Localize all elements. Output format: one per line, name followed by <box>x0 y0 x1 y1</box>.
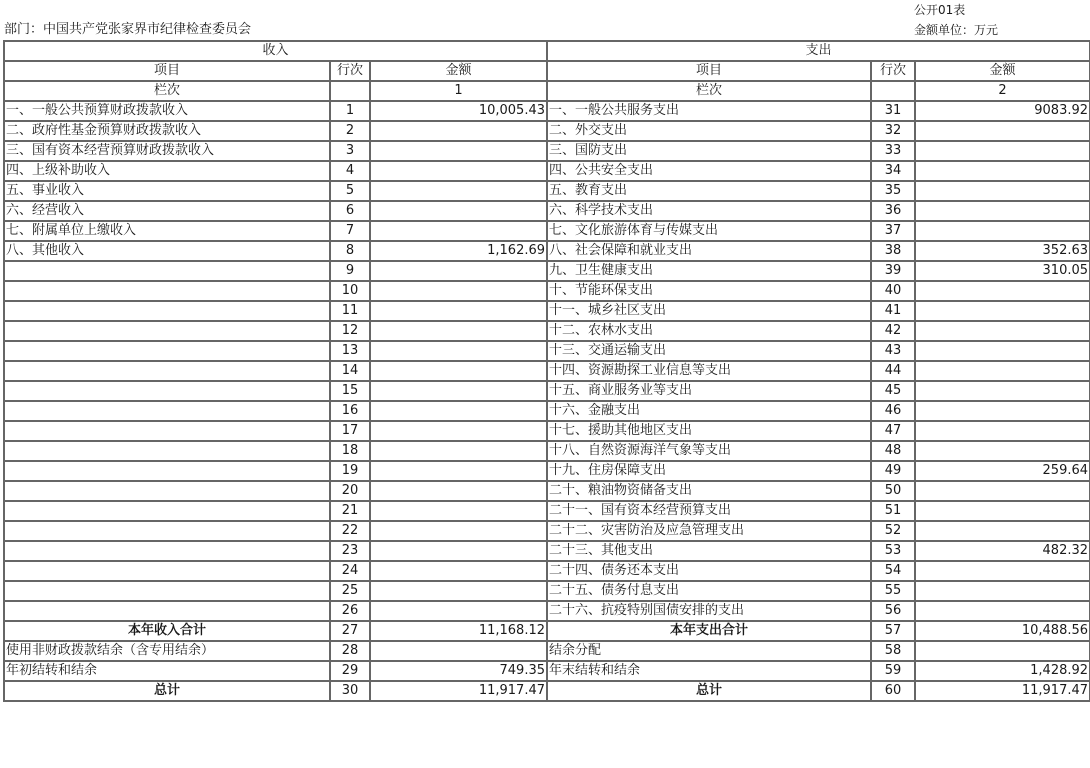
income-row-no-cell: 11 <box>330 301 370 321</box>
expense-row-no-cell: 51 <box>871 501 915 521</box>
income-expense-table <box>3 40 1090 702</box>
table-row <box>4 541 1090 561</box>
expense-amount-cell <box>915 341 1090 361</box>
total-row <box>4 681 1090 701</box>
income-amount-cell <box>370 321 547 341</box>
expense-amount-cell <box>915 401 1090 421</box>
table-row <box>4 641 1090 661</box>
expense-col-number: 2 <box>915 81 1090 101</box>
income-amount-cell <box>370 301 547 321</box>
expense-amount-cell <box>915 301 1090 321</box>
income-row-no-cell: 24 <box>330 561 370 581</box>
expense-item-cell: 八、社会保障和就业支出 <box>547 241 871 261</box>
table-row <box>4 221 1090 241</box>
expense-item-cell: 十、节能环保支出 <box>547 281 871 301</box>
income-row-no-cell: 25 <box>330 581 370 601</box>
expense-amount-cell <box>915 121 1090 141</box>
income-amount-cell <box>370 481 547 501</box>
expense-row-no-cell: 58 <box>871 641 915 661</box>
expense-amount-cell <box>915 221 1090 241</box>
amount-unit: 金额单位：万元 <box>914 23 999 37</box>
income-item-cell: 一、一般公共预算财政拨款收入 <box>4 101 330 121</box>
income-item-header: 项目 <box>4 61 330 81</box>
income-row-no-cell: 9 <box>330 261 370 281</box>
expense-item-cell: 总计 <box>547 681 871 701</box>
income-row-no-cell: 4 <box>330 161 370 181</box>
income-item-cell: 四、上级补助收入 <box>4 161 330 181</box>
expense-item-cell: 二十一、国有资本经营预算支出 <box>547 501 871 521</box>
income-amount-cell <box>370 421 547 441</box>
income-item-cell <box>4 261 330 281</box>
expense-amount-cell <box>915 321 1090 341</box>
income-item-cell <box>4 501 330 521</box>
expense-item-cell: 十二、农林水支出 <box>547 321 871 341</box>
expense-row-no-cell: 42 <box>871 321 915 341</box>
column-header-row <box>4 61 1090 81</box>
expense-lanci-empty <box>871 81 915 101</box>
income-row-no-cell: 20 <box>330 481 370 501</box>
income-row-no-cell: 16 <box>330 401 370 421</box>
income-item-cell: 二、政府性基金预算财政拨款收入 <box>4 121 330 141</box>
income-amount-cell <box>370 401 547 421</box>
expense-row-no-cell: 48 <box>871 441 915 461</box>
income-item-cell <box>4 401 330 421</box>
expense-row-no-cell: 54 <box>871 561 915 581</box>
expense-row-no-cell: 53 <box>871 541 915 561</box>
income-row-no-cell: 8 <box>330 241 370 261</box>
expense-row-no-cell: 56 <box>871 601 915 621</box>
income-amount-cell: 749.35 <box>370 661 547 681</box>
income-item-cell <box>4 341 330 361</box>
expense-amount-cell: 11,917.47 <box>915 681 1090 701</box>
expense-amount-cell: 482.32 <box>915 541 1090 561</box>
table-row <box>4 501 1090 521</box>
expense-row-no-cell: 49 <box>871 461 915 481</box>
expense-item-cell: 十八、自然资源海洋气象等支出 <box>547 441 871 461</box>
expense-row-no-cell: 33 <box>871 141 915 161</box>
expense-item-cell: 二十六、抗疫特别国债安排的支出 <box>547 601 871 621</box>
expense-amount-header: 金额 <box>915 61 1090 81</box>
income-amount-cell <box>370 161 547 181</box>
expense-amount-cell <box>915 161 1090 181</box>
income-item-cell <box>4 441 330 461</box>
expense-item-cell: 二十、粮油物资储备支出 <box>547 481 871 501</box>
expense-amount-cell <box>915 501 1090 521</box>
header-right <box>914 0 998 40</box>
department-label: 部门：中国共产党张家界市纪律检查委员会 <box>4 22 252 37</box>
table-row <box>4 461 1090 481</box>
income-row-no-cell: 17 <box>330 421 370 441</box>
income-row-no-cell: 19 <box>330 461 370 481</box>
expense-lanci-label: 栏次 <box>547 81 871 101</box>
income-item-cell: 七、附属单位上缴收入 <box>4 221 330 241</box>
income-amount-cell <box>370 501 547 521</box>
expense-item-cell: 十三、交通运输支出 <box>547 341 871 361</box>
table-row <box>4 341 1090 361</box>
income-row-no-cell: 27 <box>330 621 370 641</box>
income-item-cell: 使用非财政拨款结余（含专用结余） <box>4 641 330 661</box>
expense-section-title: 支出 <box>547 41 1090 61</box>
income-item-cell <box>4 581 330 601</box>
income-row-no-cell: 28 <box>330 641 370 661</box>
expense-amount-cell <box>915 421 1090 441</box>
income-item-cell <box>4 301 330 321</box>
income-amount-cell: 11,917.47 <box>370 681 547 701</box>
table-row <box>4 321 1090 341</box>
income-amount-cell <box>370 641 547 661</box>
expense-row-no-cell: 59 <box>871 661 915 681</box>
expense-amount-cell <box>915 581 1090 601</box>
income-item-cell <box>4 281 330 301</box>
table-row <box>4 301 1090 321</box>
expense-item-cell: 十九、住房保障支出 <box>547 461 871 481</box>
income-row-no-cell: 5 <box>330 181 370 201</box>
table-row <box>4 161 1090 181</box>
expense-row-no-cell: 55 <box>871 581 915 601</box>
income-lanci-empty <box>330 81 370 101</box>
income-row-no-cell: 18 <box>330 441 370 461</box>
expense-item-cell: 十五、商业服务业等支出 <box>547 381 871 401</box>
income-amount-cell <box>370 601 547 621</box>
income-row-no-cell: 13 <box>330 341 370 361</box>
expense-amount-cell <box>915 601 1090 621</box>
expense-amount-cell <box>915 561 1090 581</box>
income-row-no-cell: 1 <box>330 101 370 121</box>
table-row <box>4 561 1090 581</box>
income-row-no-cell: 22 <box>330 521 370 541</box>
subtotal-row <box>4 621 1090 641</box>
table-row <box>4 261 1090 281</box>
table-row <box>4 401 1090 421</box>
income-amount-cell <box>370 361 547 381</box>
expense-row-no-cell: 44 <box>871 361 915 381</box>
expense-item-cell: 四、公共安全支出 <box>547 161 871 181</box>
income-amount-cell <box>370 581 547 601</box>
income-row-no-cell: 3 <box>330 141 370 161</box>
income-item-cell: 六、经营收入 <box>4 201 330 221</box>
expense-row-no-cell: 41 <box>871 301 915 321</box>
expense-item-cell: 十一、城乡社区支出 <box>547 301 871 321</box>
expense-item-cell: 二十五、债务付息支出 <box>547 581 871 601</box>
income-row-no-cell: 6 <box>330 201 370 221</box>
column-number-row <box>4 81 1090 101</box>
expense-item-cell: 一、一般公共服务支出 <box>547 101 871 121</box>
expense-row-no-cell: 60 <box>871 681 915 701</box>
income-amount-cell <box>370 341 547 361</box>
table-row <box>4 441 1090 461</box>
income-col-number: 1 <box>370 81 547 101</box>
expense-item-cell: 六、科学技术支出 <box>547 201 871 221</box>
expense-row-no-cell: 52 <box>871 521 915 541</box>
expense-amount-cell <box>915 481 1090 501</box>
expense-item-cell: 二、外交支出 <box>547 121 871 141</box>
expense-row-no-cell: 36 <box>871 201 915 221</box>
income-item-cell <box>4 521 330 541</box>
expense-row-no-cell: 37 <box>871 221 915 241</box>
income-amount-header: 金额 <box>370 61 547 81</box>
income-amount-cell <box>370 201 547 221</box>
expense-row-no-cell: 46 <box>871 401 915 421</box>
income-item-cell <box>4 601 330 621</box>
table-row <box>4 521 1090 541</box>
expense-amount-cell <box>915 281 1090 301</box>
income-item-cell: 总计 <box>4 681 330 701</box>
income-amount-cell <box>370 221 547 241</box>
expense-item-cell: 十六、金融支出 <box>547 401 871 421</box>
income-item-cell <box>4 481 330 501</box>
income-item-cell <box>4 381 330 401</box>
expense-item-cell: 二十四、债务还本支出 <box>547 561 871 581</box>
expense-row-no-cell: 47 <box>871 421 915 441</box>
expense-item-cell: 年末结转和结余 <box>547 661 871 681</box>
income-item-cell: 八、其他收入 <box>4 241 330 261</box>
expense-item-header: 项目 <box>547 61 871 81</box>
income-item-cell: 年初结转和结余 <box>4 661 330 681</box>
expense-row-no-cell: 45 <box>871 381 915 401</box>
expense-amount-cell <box>915 181 1090 201</box>
income-row-no-cell: 29 <box>330 661 370 681</box>
expense-row-no-cell: 34 <box>871 161 915 181</box>
expense-item-cell: 七、文化旅游体育与传媒支出 <box>547 221 871 241</box>
table-row <box>4 581 1090 601</box>
expense-item-cell: 五、教育支出 <box>547 181 871 201</box>
table-row <box>4 121 1090 141</box>
expense-row-no-cell: 57 <box>871 621 915 641</box>
income-item-cell <box>4 321 330 341</box>
table-row <box>4 101 1090 121</box>
expense-amount-cell <box>915 521 1090 541</box>
expense-amount-cell <box>915 361 1090 381</box>
expense-amount-cell <box>915 201 1090 221</box>
income-item-cell <box>4 421 330 441</box>
table-row <box>4 361 1090 381</box>
income-amount-cell <box>370 281 547 301</box>
income-amount-cell <box>370 121 547 141</box>
table-row <box>4 181 1090 201</box>
table-row <box>4 421 1090 441</box>
income-amount-cell <box>370 461 547 481</box>
income-amount-cell <box>370 541 547 561</box>
income-item-cell <box>4 461 330 481</box>
expense-item-cell: 九、卫生健康支出 <box>547 261 871 281</box>
section-header-row <box>4 41 1090 61</box>
income-row-no-cell: 26 <box>330 601 370 621</box>
income-item-cell: 三、国有资本经营预算财政拨款收入 <box>4 141 330 161</box>
income-row-no-cell: 10 <box>330 281 370 301</box>
expense-row-no-cell: 32 <box>871 121 915 141</box>
income-lanci-label: 栏次 <box>4 81 330 101</box>
expense-row-no-header: 行次 <box>871 61 915 81</box>
income-row-no-cell: 21 <box>330 501 370 521</box>
expense-amount-cell <box>915 381 1090 401</box>
expense-item-cell: 本年支出合计 <box>547 621 871 641</box>
income-amount-cell <box>370 441 547 461</box>
expense-amount-cell: 1,428.92 <box>915 661 1090 681</box>
expense-amount-cell: 352.63 <box>915 241 1090 261</box>
income-item-cell: 五、事业收入 <box>4 181 330 201</box>
income-row-no-cell: 7 <box>330 221 370 241</box>
table-row <box>4 241 1090 261</box>
expense-row-no-cell: 39 <box>871 261 915 281</box>
expense-row-no-cell: 40 <box>871 281 915 301</box>
expense-item-cell: 十四、资源勘探工业信息等支出 <box>547 361 871 381</box>
expense-row-no-cell: 43 <box>871 341 915 361</box>
expense-row-no-cell: 38 <box>871 241 915 261</box>
income-row-no-cell: 15 <box>330 381 370 401</box>
income-row-no-cell: 12 <box>330 321 370 341</box>
expense-row-no-cell: 35 <box>871 181 915 201</box>
income-row-no-cell: 14 <box>330 361 370 381</box>
income-amount-cell: 11,168.12 <box>370 621 547 641</box>
expense-item-cell: 三、国防支出 <box>547 141 871 161</box>
expense-amount-cell <box>915 141 1090 161</box>
income-amount-cell <box>370 261 547 281</box>
income-amount-cell: 1,162.69 <box>370 241 547 261</box>
expense-amount-cell <box>915 441 1090 461</box>
table-row <box>4 601 1090 621</box>
expense-amount-cell: 310.05 <box>915 261 1090 281</box>
expense-row-no-cell: 31 <box>871 101 915 121</box>
income-item-cell: 本年收入合计 <box>4 621 330 641</box>
expense-amount-cell: 9083.92 <box>915 101 1090 121</box>
expense-row-no-cell: 50 <box>871 481 915 501</box>
expense-item-cell: 结余分配 <box>547 641 871 661</box>
expense-amount-cell <box>915 641 1090 661</box>
income-item-cell <box>4 541 330 561</box>
income-item-cell <box>4 361 330 381</box>
expense-item-cell: 二十三、其他支出 <box>547 541 871 561</box>
income-row-no-header: 行次 <box>330 61 370 81</box>
income-row-no-cell: 2 <box>330 121 370 141</box>
income-amount-cell <box>370 561 547 581</box>
income-amount-cell <box>370 141 547 161</box>
income-row-no-cell: 23 <box>330 541 370 561</box>
table-row <box>4 481 1090 501</box>
table-row <box>4 281 1090 301</box>
table-row <box>4 381 1090 401</box>
expense-item-cell: 二十二、灾害防治及应急管理支出 <box>547 521 871 541</box>
table-row <box>4 141 1090 161</box>
table-row <box>4 201 1090 221</box>
income-amount-cell <box>370 381 547 401</box>
expense-amount-cell: 10,488.56 <box>915 621 1090 641</box>
income-row-no-cell: 30 <box>330 681 370 701</box>
table-row <box>4 661 1090 681</box>
income-item-cell <box>4 561 330 581</box>
income-amount-cell <box>370 521 547 541</box>
expense-item-cell: 十七、援助其他地区支出 <box>547 421 871 441</box>
income-amount-cell <box>370 181 547 201</box>
form-code: 公开01表 <box>914 3 966 17</box>
income-amount-cell: 10,005.43 <box>370 101 547 121</box>
expense-amount-cell: 259.64 <box>915 461 1090 481</box>
income-section-title: 收入 <box>4 41 547 61</box>
